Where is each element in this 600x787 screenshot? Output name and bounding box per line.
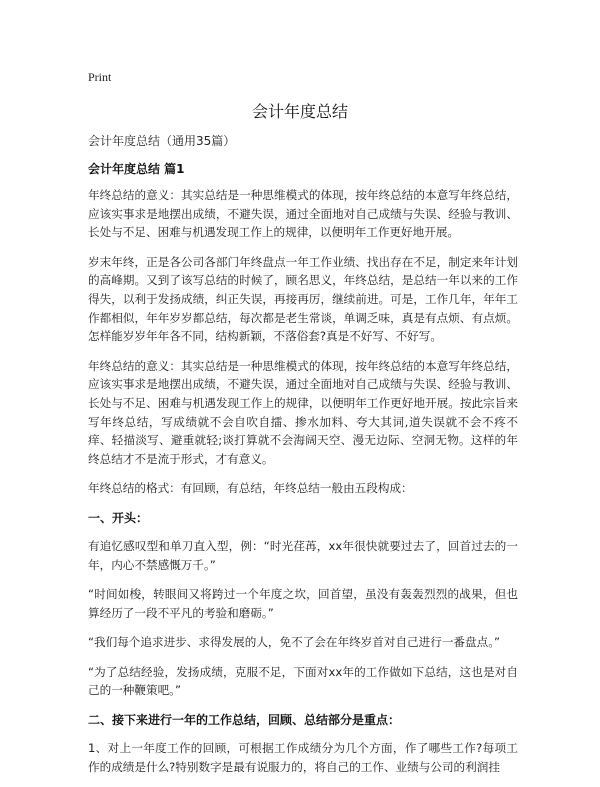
paragraph: 有追忆感叹型和单刀直入型，例：“时光荏苒，xx年很快就要过去了，回首过去的一年，内心不禁感慨万千。” — [88, 538, 518, 572]
paragraph: 1、对上一年度工作的回顾，可根据工作成绩分为几个方面，作了哪些工作?每项工作的成绩是什么?特别数字是最有说服力的，将自己的工作、业绩与公司的利润挂 — [88, 741, 518, 774]
print-label[interactable]: Print — [88, 70, 112, 84]
paragraph: “为了总结经验，发扬成绩，克服不足，下面对xx年的工作做如下总结，这也是对自己的一种鞭策吧。” — [88, 664, 518, 698]
paragraph: “时间如梭，转眼间又将跨过一个年度之坎，回首望，虽没有轰轰烈烈的战果，但也算经历了一段不平凡的考验和磨砺。” — [88, 587, 518, 620]
opening-heading: 一、开头： — [88, 510, 149, 525]
section-heading: 会计年度总结 篇1 — [88, 162, 185, 176]
paragraph: 年终总结的意义：其实总结是一种思维模式的体现，按年终总结的本意写年终总结，应该实事求是地摆出成绩，不避失误，通过全面地对自己成绩与失误、经验与教训、长处与不足、困难与机遇发现工作上的规律，以便明年工作更好地开展。 — [88, 188, 518, 240]
paragraph: 岁末年终，正是各公司各部门年终盘点一年工作业绩、找出存在不足，制定来年计划的高峰期。又到了该写总结的时候了，顾名思义，年终总结，是总结一年以来的工作得失，以利于发扬成绩，纠正失误，再接再厉，继续前进。可是，工作几年，年年工作都相似，年年岁岁都总结，每次都是老生常谈，单调乏味，真是有点烦、有点烦。怎样能岁岁年年各不同，结构新颖，不落俗套?真是不好写、不好写。 — [88, 254, 518, 344]
document-body — [88, 132, 518, 787]
paragraph: 年终总结的意义：其实总结是一种思维模式的体现，按年终总结的本意写年终总结，应该实事求是地摆出成绩，不避失误，通过全面地对自己成绩与失误、经验与教训、长处与不足、困难与机遇发现工作上的规律，以便明年工作更好地开展。按此宗旨来写年终总结，写成绩就不会自吹自擂、掺水加料、夸大其词,道失误就不会不疼不痒、轻描淡写、避重就轻;谈打算就不会海阔天空、漫无边际、空洞无物。这样的年终总结才不是流于形式，才有意义。 — [88, 358, 518, 466]
summary-heading: 二、接下来进行一年的工作总结，回顾、总结部分是重点： — [88, 713, 401, 728]
paragraph: 年终总结的格式：有回顾，有总结，年终总结一般由五段构成： — [88, 481, 413, 496]
paragraph: “我们每个追求进步、求得发展的人，免不了会在年终岁首对自己进行一番盘点。” — [88, 635, 500, 650]
document-subtitle: 会计年度总结（通用35篇） — [88, 134, 236, 148]
page-title: 会计年度总结 — [251, 102, 348, 121]
